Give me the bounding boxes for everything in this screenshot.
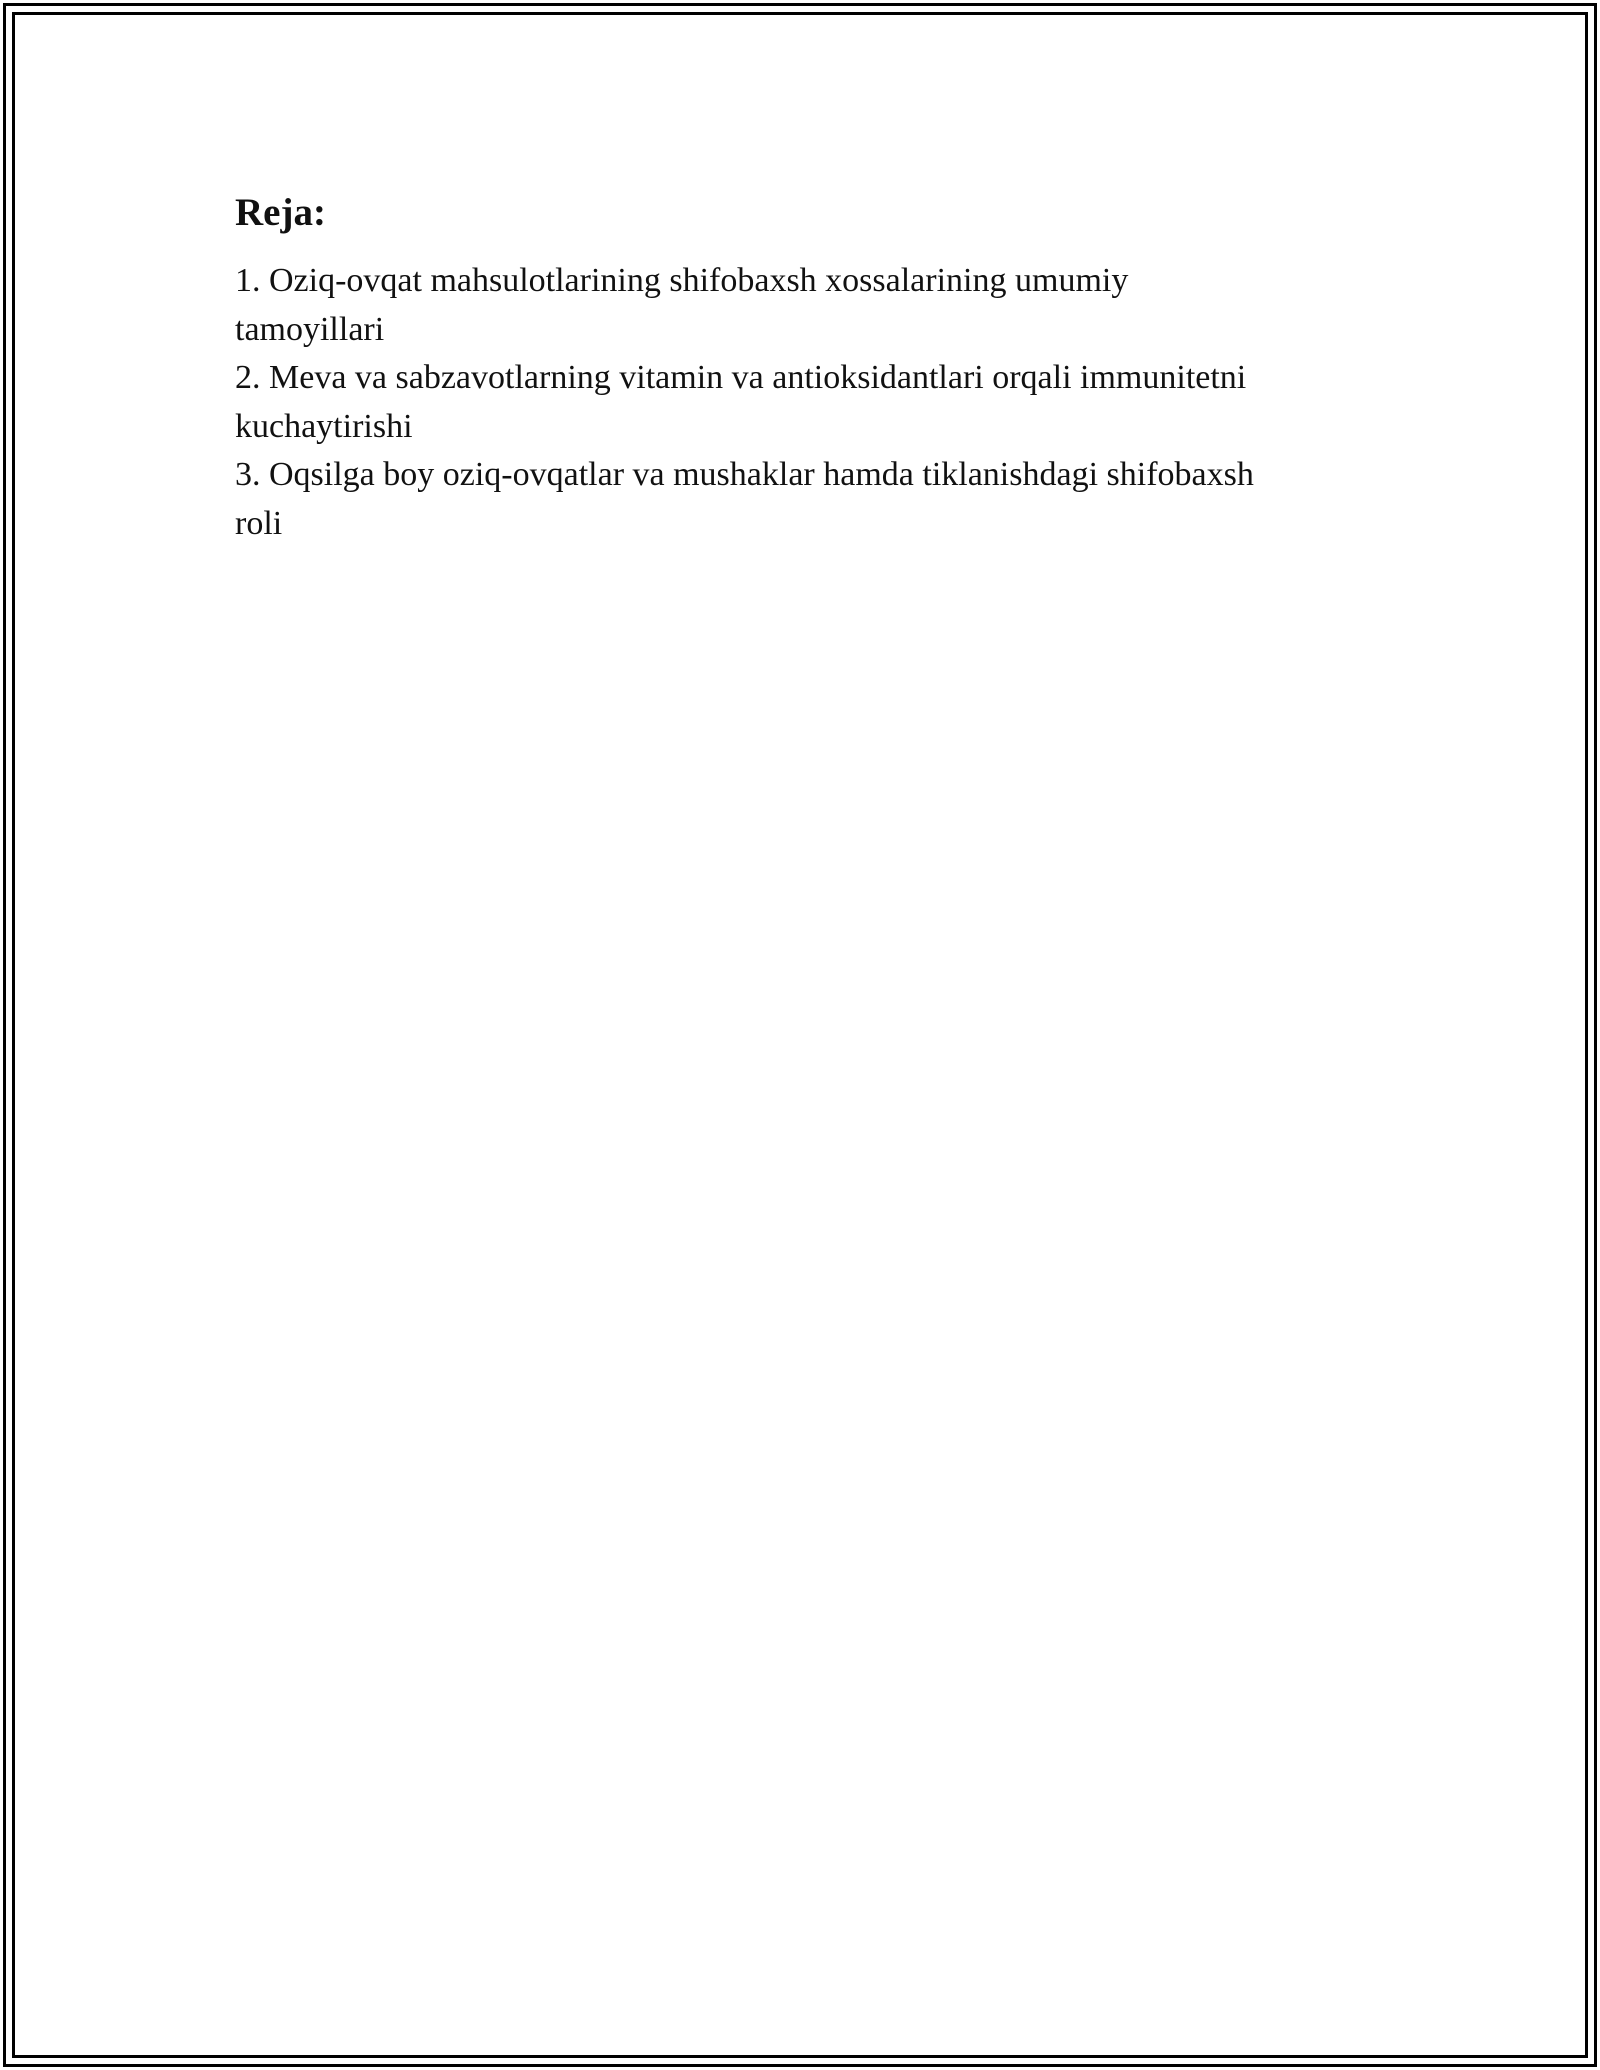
plan-item-1-line-2: tamoyillari [235, 310, 385, 348]
plan-item-2-line-1: 2. Meva va sabzavotlarning vitamin va antioksidantlari orqali immunitetni [235, 359, 1247, 396]
plan-list [235, 257, 1355, 548]
plan-heading: Reja: [235, 191, 326, 234]
plan-item-1-line-1: 1. Oziq-ovqat mahsulotlarining shifobaxsh xossalarining umumiy [235, 262, 1129, 299]
plan-item-2 [235, 354, 1355, 451]
plan-item-3 [235, 451, 1355, 548]
plan-item-3-line-1: 3. Oqsilga boy oziq-ovqatlar va mushaklar hamda tiklanishdagi shifobaxsh [235, 456, 1254, 493]
plan-item-2-line-2: kuchaytirishi [235, 407, 413, 445]
document-body [235, 183, 1355, 548]
plan-item-3-line-2: roli [235, 504, 283, 542]
plan-item-1 [235, 257, 1355, 354]
